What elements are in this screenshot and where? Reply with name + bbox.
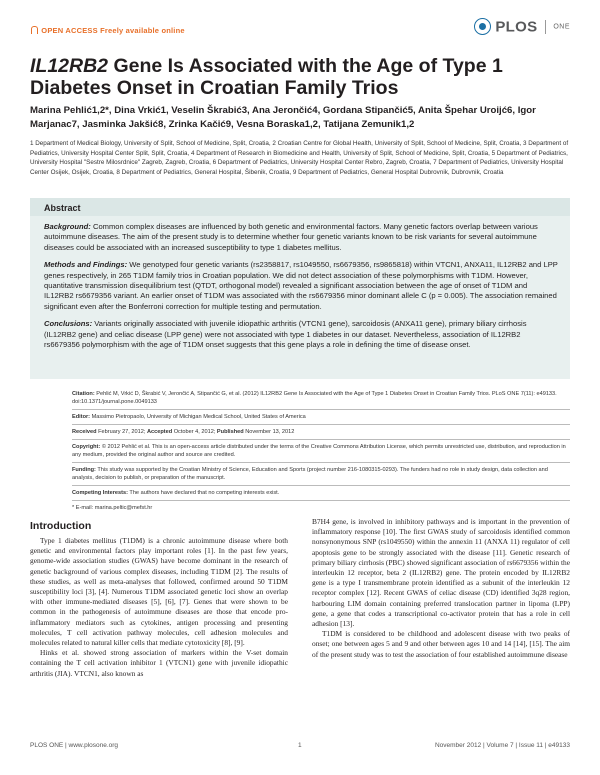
intro-paragraph-3: B7H4 gene, is involved in inhibitory pathways and is important in the prevention of inflammatory response [10]. The first GWAS study of sarcoidosis identified common nonsynonymous SNP (rs1049550) within the annexin 11 (ANXA 11) regulator of cell apoptosis gene to be strongly associated with the disease [11]. Genetic research of primary biliary cirrhosis (PBC) showed significant association of rs6679356 within the interleukin 12 receptor, beta 2 (IL12RB2) gene. The protein encoded by IL12RB2 gene is a type I transmembrane protein identified as a subunit of the interleukin 12 receptor complex [12]. Recent GWAS of celiac disease (CD) identified 3q28 region, harbouring LIM domain containing preferred translocation partner in lipoma (LPP) gene, a gene that codes a transcriptional co-activator protein that has a role in cell adhesion [13]. (312, 517, 570, 629)
abstract-body (44, 222, 558, 357)
intro-paragraph-4: T1DM is considered to be childhood and adolescent disease with two peaks of onset; one between ages 5 and 9 and other between ages 10 and 14 [14], [15]. The aim of the present study was to test the association of four established autoimmune disease (312, 629, 570, 659)
open-access-lock-icon (31, 26, 38, 34)
abstract-conclusions: Conclusions: Variants originally associated with juvenile idiopathic arthritis (VTCN1 gene), sarcoidosis (ANXA11 gene), primary biliary cirrhosis (IL12RB2 gene) and celiac disease (LPP gene) were not associated with type 1 diabetes in our dataset. Nevertheless, association of IL12RB2 rs6679356 polymorphism with the age of T1DM onset suggests that this gene plays a role in defining the time of disease onset. (44, 319, 527, 350)
title-rest: Gene Is Associated with the Age of Type 1 Diabetes Onset in Croatian Family Trios (30, 55, 503, 99)
affiliations: 1 Department of Medical Biology, University of Split, School of Medicine, Split, Croatia, 2 Croatian Centre for Global Health, University of Split, School of Medicine, Split, Croatia, 3 Department of Pediatrics, University Hospital Center Split, Split, Croatia, 4 Department of Research in Biomedicine and Health, University of Split, School of Medicine, Split, Croatia, 5 Department of Pediatrics, University Hospital "Sestre Milosrdnice" Zagreb, Zagreb, Croatia, 6 Department of Pediatrics, University Hospital Center Rebro, Zagreb, Croatia, 7 Department of Pediatrics, University Hospital Center Osijek, Osijek, Croatia, 8 Department of Pediatrics, General Hospital, Šibenik, Croatia, 9 Department of Pediatrics, General Hospital Dubrovnik, Dubrovnik, Croatia (30, 140, 569, 176)
abstract-heading: Abstract (44, 203, 81, 213)
introduction-heading: Introduction (30, 520, 92, 532)
footer-journal: PLOS ONE | www.plosone.org (30, 742, 119, 749)
page-number: 1 (298, 742, 302, 749)
footer-issue: November 2012 | Volume 7 | Issue 11 | e49133 (434, 742, 570, 749)
plos-logo-sub: ONE (553, 23, 570, 31)
editor: Editor: Massimo Pietropaolo, University of Michigan Medical School, United States of America (72, 414, 306, 420)
author-list: Marina Pehlić1,2*, Dina Vrkić1, Veselin Škrabić3, Ana Jerončić4, Gordana Stipančić5, Anita Špehar Uroijć6, Igor Marjanac7, Jasminka Jakšić8, Zrinka Kačić9, Vesna Boraska1,2, Tatijana Zemunik1,2 (30, 105, 536, 130)
abstract-background: Background: Common complex diseases are influenced by both genetic and environmental factors. Many genetic factors overlap between various autoimmune diseases. The aim of the present study is to determine whether four genetic variants known to be risk variants for several autoimmune diseases could be associated with an increased susceptibility to type 1 diabetes mellitus. (44, 222, 538, 252)
abstract-methods: Methods and Findings: We genotyped four genetic variants (rs2358817, rs1049550, rs6679356, rs9865818) within VTCN1, ANXA11, IL12RB2 and LPP genes respectively, in 265 T1DM family trios in Croatian population. We did not detect association of these polymorphisms with T1DM. However, quantitative transmission disequilibrium test (QTDT, orthogonal model) revealed a significant association between the age of onset of T1DM and IL12RB2 rs6679356 variant. An earlier onset of T1DM was associated with the rs6679356 minor dominant allele C (p = 0.005). The association remained significant even after the Bonferroni correction for multiple testing and permutation. (44, 260, 558, 311)
competing-interests: Competing Interests: The authors have declared that no competing interests exist. (72, 490, 280, 496)
journal-header (30, 18, 570, 48)
article-info (72, 390, 570, 512)
title-gene: IL12RB2 (30, 55, 109, 77)
copyright: Copyright: © 2012 Pehlić et al. This is an open-access article distributed under the terms of the Creative Commons Attribution License, which permits unrestricted use, distribution, and reproduction in any medium, provided the original author and source are credited. (72, 444, 566, 458)
article-title (30, 55, 570, 99)
abstract-header (30, 198, 570, 216)
plos-logo-text: PLOS (495, 18, 538, 36)
dates: Received February 27, 2012; Accepted October 4, 2012; Published November 13, 2012 (72, 429, 295, 435)
plos-one-logo (474, 18, 570, 44)
citation: Citation: Pehlić M, Vrkić D, Škrabić V, Jerončić A, Stipančić G, et al. (2012) IL12RB2 Gene Is Associated with the Age of Type 1 Diabetes Onset in Croatian Family Trios. PLoS ONE 7(11): e49133. doi:10.1371/journal.pone.0049133 (72, 391, 557, 405)
logo-divider (545, 20, 546, 34)
open-access-label (30, 26, 185, 35)
open-access-text: OPEN ACCESS Freely available online (41, 26, 185, 35)
intro-paragraph-2: Hinks et al. showed strong association of markers within the V-set domain containing the T cell activation inhibitor 1 (VTCN1) gene with juvenile idiopathic arthritis (JIA). VTCN1, also known as (30, 648, 288, 678)
abstract-box (30, 198, 570, 379)
page-footer (30, 742, 570, 754)
funding: Funding: This study was supported by the Croatian Ministry of Science, Education and Sports (project number 216-1080315-0293). The funders had no role in study design, data collection and analysis, decision to publish, or preparation of the manuscript. (72, 467, 548, 481)
left-column (30, 536, 288, 679)
intro-paragraph-1: Type 1 diabetes mellitus (T1DM) is a chronic autoimmune disease where both genetic and environmental factors play important roles [1]. In the past few years, genome-wide association studies (GWAS) have become dominant in the research of genetic background of various complex diseases, including T1DM [2]. The results of these studies, as well as meta-analyses that followed, confirmed around 50 T1DM susceptibility loci [3], [4]. Numerous T1DM associated genetic loci show an overlap with other immune-mediated diseases [5], [6], [7]. Genes that were shown to be common in the pathogenesis of autoimmune diseases are those that encode pro-inflammatory mediators such as cytokines, antigen processing and presenting molecules, T cell activation pathway molecules, cell adhesion molecules and molecules related to natural killer cells that mediate cytotoxicity [8], [9]. (30, 536, 288, 648)
plos-logo-icon (474, 18, 491, 35)
email: * E-mail: marina.peltic@mefst.hr (72, 505, 153, 511)
right-column (312, 517, 570, 660)
